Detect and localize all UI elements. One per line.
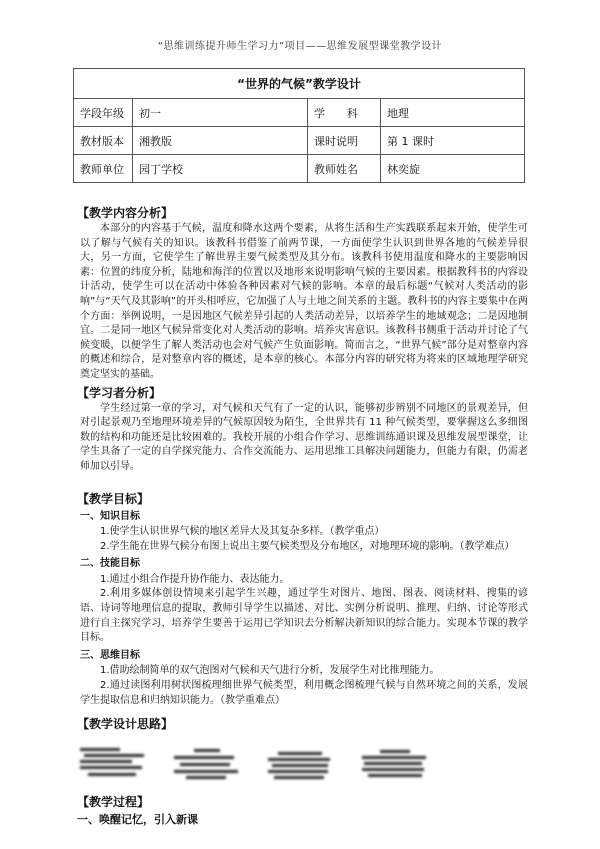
school-label: 教师单位 <box>74 155 133 183</box>
learner-analysis-paragraph: 学生经过第一章的学习，对气候和天气有了一定的认识，能够初步辨别不同地区的景观差异，但对引起景观乃至地理环境差异的气候原因较为陌生，全世界共有 11 种气候类型，要掌握这么多细图数的结构和功能还是比较困难的。我校开展的小组合作学习、思维训练通识课及思维发展型课堂，让学生具备了一定的自学探究能力、合作交流能力、运用思维工具解决问题能力，但能力有限，仍需老师加以引导。 <box>80 402 528 472</box>
table-row <box>74 127 525 155</box>
process-heading: 【教学过程】 <box>77 795 150 810</box>
school-value: 园丁学校 <box>133 155 308 183</box>
lesson-title: “世界的气候”教学设计 <box>74 69 525 99</box>
textbook-value: 湘教版 <box>133 127 308 155</box>
list-item: 2.学生能在世界气候分布图上说出主要气候类型及分布地区，对地理环境的影响。（教学难点） <box>100 540 515 552</box>
redacted-diagram <box>268 746 332 780</box>
redacted-diagram <box>362 746 426 780</box>
list-item: 1.使学生认识世界气候的地区差异大及其复杂多样。（教学重点） <box>100 526 385 538</box>
lesson-info-table <box>73 68 525 183</box>
table-row <box>74 155 525 183</box>
process-step-1: 一、唤醒记忆，引入新课 <box>77 813 198 827</box>
grade-value: 初一 <box>133 99 308 127</box>
learner-analysis-heading: 【学习者分析】 <box>77 385 162 400</box>
list-item: 2.通过读图利用树状图梳理细世界气候类型，利用概念图梳理气候与自然环境之间的关系，发展学生提取信息和归纳知识能力。（教学重难点） <box>80 680 528 706</box>
redacted-diagram <box>174 746 238 780</box>
table-row <box>74 99 525 127</box>
table-title-row <box>74 69 525 99</box>
content-analysis-paragraph: 本部分的内容基于气候，温度和降水这两个要素，从将生活和生产实践联系起来开始，使学生可以了解与气候有关的知识。该教科书借鉴了前两节课，一方面使学生认识到世界各地的气候差异很大，另一方面，它使学生了解世界主要气候类型及其分布。该教科书使用温度和降水的主要影响因素：位置的纬度分析，陆地和海洋的位置以及地形来说明影响气候的主要因素。根据教科书的内容设计活动，使学生可以在活动中体验各种因素对气候的影响。本章的最后标题“气候对人类活动的影响”与“天气及其影响”的开头相呼应，它加强了人与土地之间关系的主题。教科书的内容主要集中在两个方面：举例说明，一是因地区气候差异引起的人类活动差异，以培养学生的地域观念；二是因地制宜。二是同一地区气候异常变化对人类活动的影响。培养灾害意识。该教科书侧重于活动并讨论了气候变暖，以便学生了解人类活动也会对气候产生负面影响。简而言之，“世界气候”部分是对整章内容的概述和综合，是对整章内容的概述，是本章的核心。本部分内容的研究将为将来的区域地理学研究奠定坚实的基础。 <box>80 223 528 380</box>
list-item: 2.利用多媒体创设情境来引起学生兴趣，通过学生对图片、地图、图表、阅读材料、搜集的谚语、诗词等地理信息的提取，教师引导学生以描述、对比、实例分析说明、推理、归纳、讨论等形式进行自主探究学习，培养学生要善于运用已学知识去分析解决新知识的综合能力。实现本节课的教学目标。 <box>80 588 528 644</box>
list-item: 1.借助绘制简单的双气泡图对气候和天气进行分析，发展学生对比推理能力。 <box>100 665 440 677</box>
content-analysis-heading: 【教学内容分析】 <box>77 206 174 220</box>
subject-label: 学 科 <box>308 99 381 127</box>
teacher-value: 林奕旋 <box>381 155 525 183</box>
knowledge-objectives-heading: 一、知识目标 <box>80 510 140 522</box>
design-ideas-heading: 【教学设计思路】 <box>77 717 174 732</box>
document-body <box>77 203 528 829</box>
subject-value: 地理 <box>381 99 525 127</box>
objectives-heading: 【教学目标】 <box>77 491 150 506</box>
redacted-diagram <box>80 746 144 780</box>
thinking-objectives-heading: 三、思维目标 <box>80 649 140 661</box>
period-label: 课时说明 <box>308 127 381 155</box>
period-value: 第 1 课时 <box>381 127 525 155</box>
textbook-label: 教材版本 <box>74 127 133 155</box>
skill-objectives-heading: 二、技能目标 <box>80 558 140 570</box>
list-item: 1.通过小组合作提升协作能力、表达能力。 <box>100 573 290 585</box>
teacher-label: 教师姓名 <box>308 155 381 183</box>
redacted-diagram-row <box>80 746 528 780</box>
running-header: “思维训练提升师生学习力”项目——思维发展型课堂教学设计 <box>157 41 443 52</box>
grade-label: 学段年级 <box>74 99 133 127</box>
